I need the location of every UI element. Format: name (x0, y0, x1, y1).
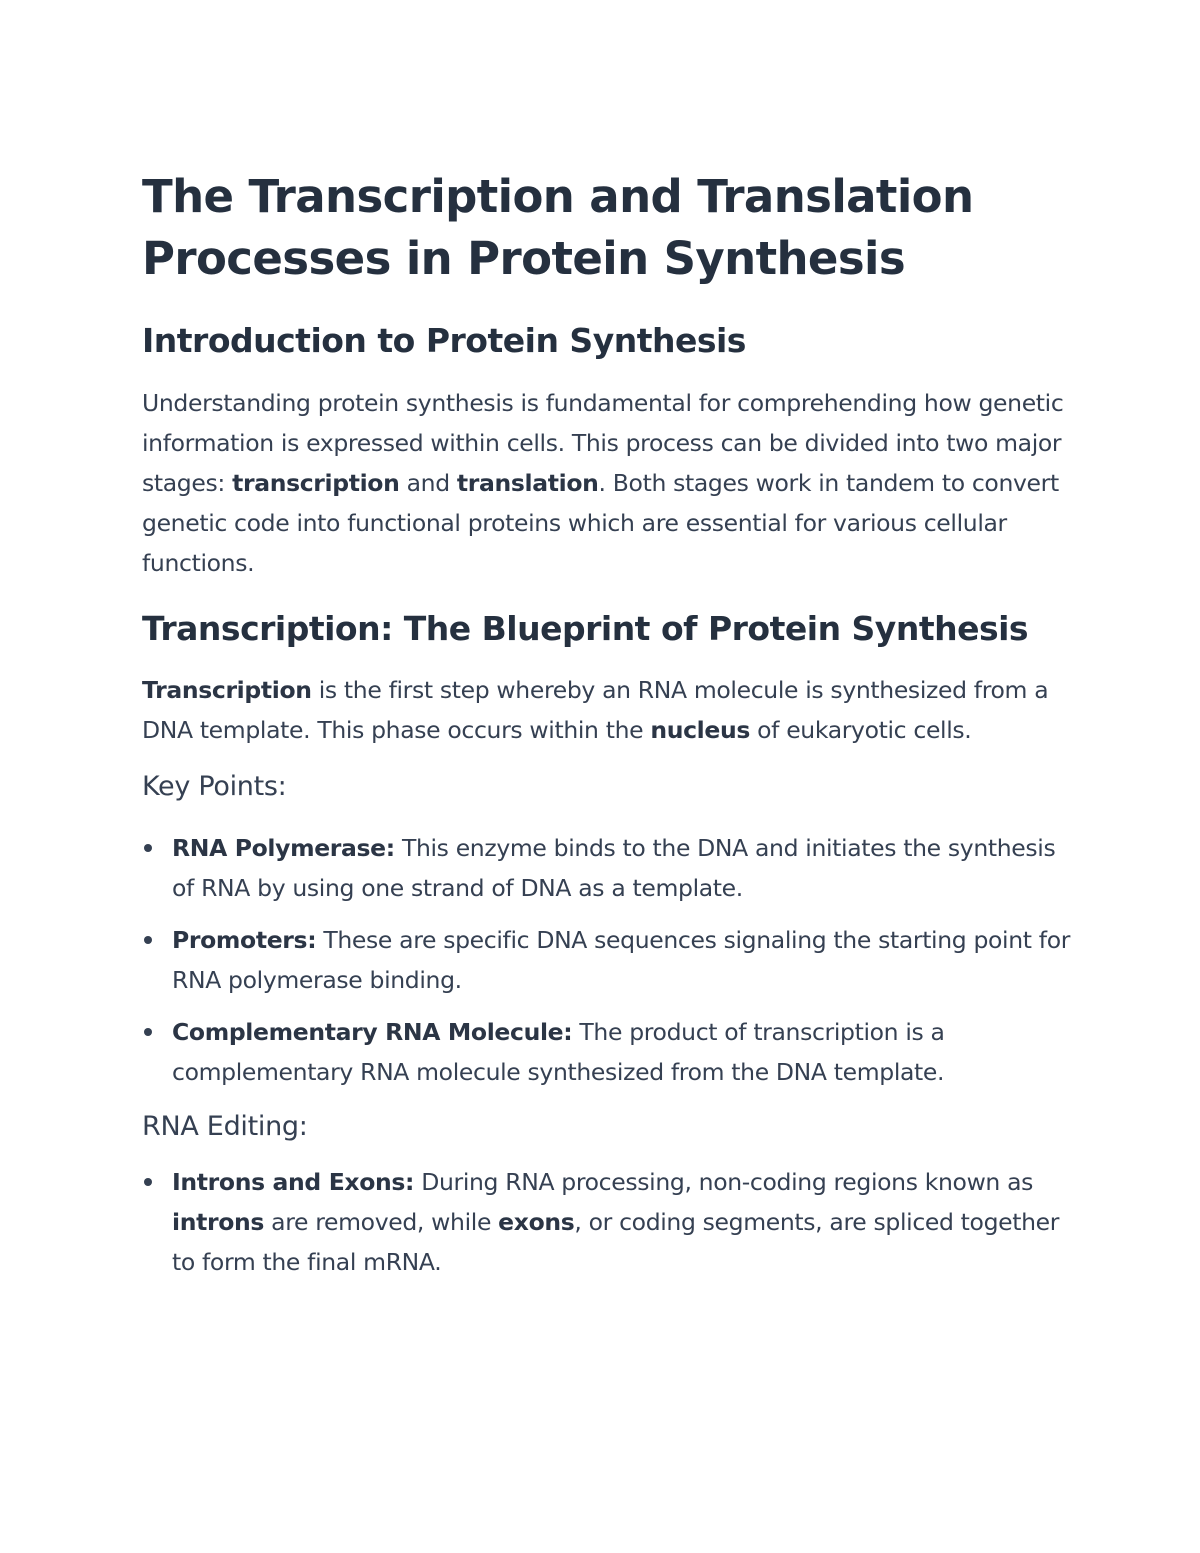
list-item-text: are removed, while (264, 1208, 499, 1236)
list-item (142, 1012, 1072, 1092)
list-item-text: This enzyme binds to the DNA and initiates the synthesis of RNA by using one strand of DNA as a template. (172, 834, 1056, 902)
transcription-heading: Transcription: The Blueprint of Protein Synthesis (142, 609, 1029, 648)
document-page (142, 166, 1072, 1294)
list-item-term: Introns and Exons: (172, 1168, 415, 1196)
list-item (142, 920, 1072, 1000)
intro-paragraph (142, 383, 1072, 583)
list-item (142, 828, 1072, 908)
title-line-1: The Transcription and Translation (142, 170, 974, 223)
key-points-list (142, 828, 1072, 1092)
bold-term: Transcription (142, 676, 312, 704)
bullet-icon (144, 936, 152, 944)
rna-editing-list (142, 1162, 1072, 1282)
intro-text: Understanding protein synthesis is fundamental for comprehending how genetic information is expressed within cells. This process can be divided into two major stages: (142, 389, 1064, 497)
list-item-term: RNA Polymerase: (172, 834, 395, 862)
bold-term: nucleus (650, 716, 750, 744)
intro-heading: Introduction to Protein Synthesis (142, 321, 746, 360)
list-item (142, 1162, 1072, 1282)
bold-term: exons (498, 1208, 575, 1236)
intro-text: and (399, 469, 457, 497)
bold-term: translation (456, 469, 599, 497)
document-title (142, 166, 1072, 290)
transcription-text: is the first step whereby an RNA molecule is synthesized from a DNA template. This phase occurs within the (142, 676, 1049, 744)
list-item-text: During RNA processing, non-coding regions known as (414, 1168, 1034, 1196)
transcription-paragraph (142, 670, 1072, 750)
list-item-text: The product of transcription is a complementary RNA molecule synthesized from the DNA template. (172, 1018, 945, 1086)
transcription-text: of eukaryotic cells. (750, 716, 972, 744)
title-line-2: Processes in Protein Synthesis (142, 232, 906, 285)
bold-term: transcription (232, 469, 400, 497)
bullet-icon (144, 1178, 152, 1186)
bullet-icon (144, 1028, 152, 1036)
list-item-term: Promoters: (172, 926, 317, 954)
bold-term: introns (172, 1208, 265, 1236)
list-item-text: , or coding segments, are spliced together to form the final mRNA. (172, 1208, 1060, 1276)
bullet-icon (144, 844, 152, 852)
key-points-heading: Key Points: (142, 771, 287, 802)
list-item-term: Complementary RNA Molecule: (172, 1018, 573, 1046)
intro-text: . Both stages work in tandem to convert genetic code into functional proteins which are essential for various cellular functions. (142, 469, 1059, 577)
list-item-text: These are specific DNA sequences signaling the starting point for RNA polymerase binding. (172, 926, 1071, 994)
rna-editing-heading: RNA Editing: (142, 1111, 308, 1142)
